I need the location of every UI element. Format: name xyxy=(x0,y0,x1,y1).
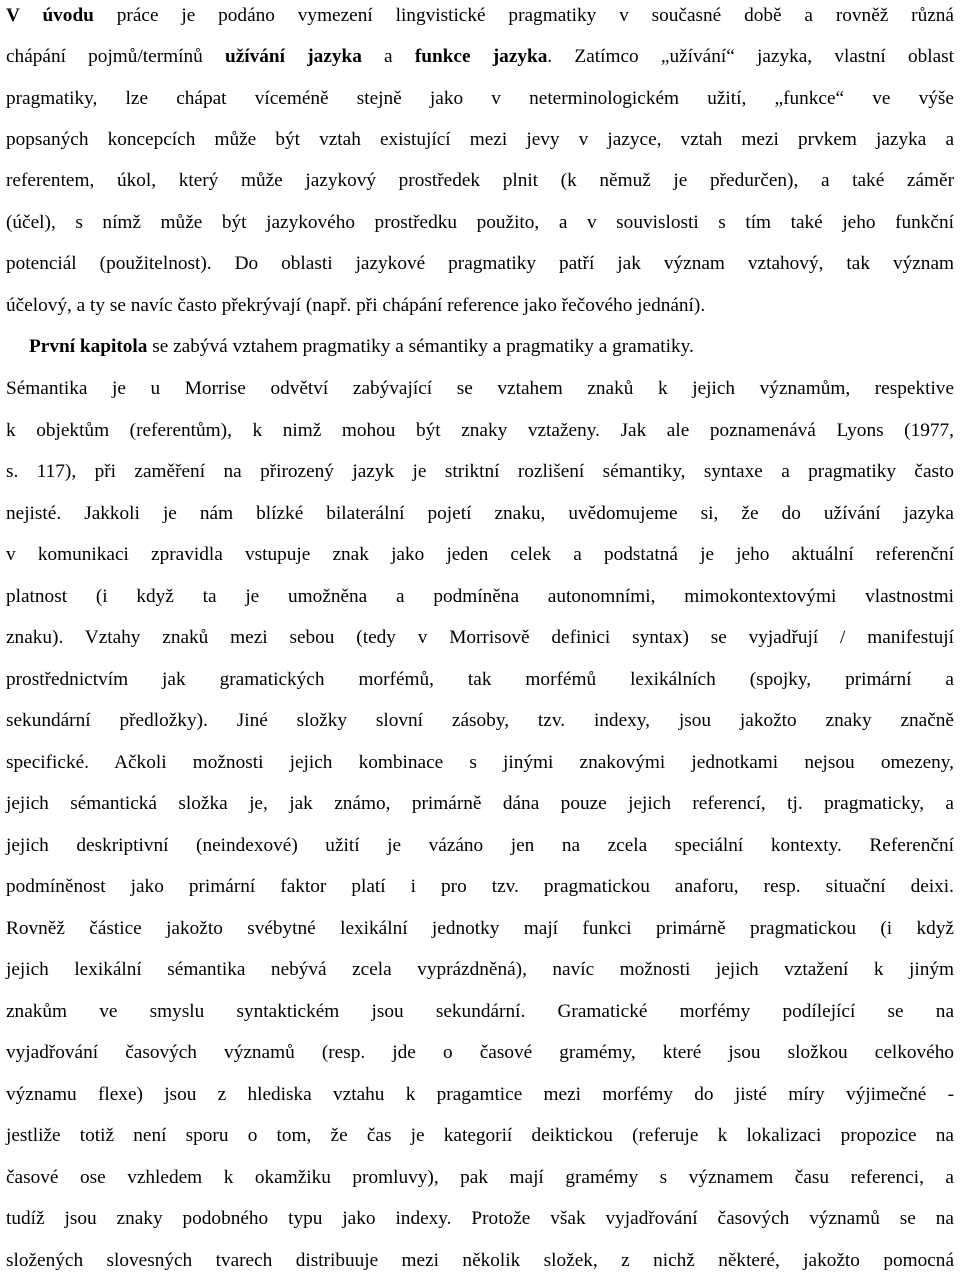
text-line: platnost (i když ta je umožněna a podmíněna autonomními, mimokontextovými vlastnostmi xyxy=(6,586,954,607)
text-line: časové ose vzhledem k okamžiku promluvy), pak mají gramémy s významem času referenci, a xyxy=(6,1167,954,1188)
bold-term: užívání jazyka xyxy=(225,46,362,67)
text-line: popsaných koncepcích může být vztah existující mezi jevy v jazyce, vztah mezi prvkem jazyka a xyxy=(6,129,954,150)
text-line: specifické. Ačkoli možnosti jejich kombinace s jinými znakovými jednotkami nejsou omezeny, xyxy=(6,752,954,773)
text-line: Sémantika je u Morrise odvětví zabývající se vztahem znaků k jejich významům, respektive xyxy=(6,378,954,399)
text-line: referentem, úkol, který může jazykový prostředek plnit (k němuž je předurčen), a také záměr xyxy=(6,170,954,191)
text-line: k objektům (referentům), k nimž mohou být znaky vztaženy. Jak ale poznamenává Lyons (1977, xyxy=(6,420,954,441)
text-line: prostřednictvím jak gramatických morfémů, tak morfémů lexikálních (spojky, primární a xyxy=(6,669,954,690)
text-line: významu flexe) jsou z hlediska vztahu k pragamtice mezi morfémy do jisté míry výjimečné - xyxy=(6,1084,954,1105)
text-line: potenciál (použitelnost). Do oblasti jazykové pragmatiky patří jak význam vztahový, tak význam xyxy=(6,253,954,274)
text-line: jejich lexikální sémantika nebývá zcela vyprázdněná), navíc možnosti jejich vztažení k jiným xyxy=(6,959,954,980)
text-line: znakům ve smyslu syntaktickém jsou sekundární. Gramatické morfémy podílející se na xyxy=(6,1001,954,1022)
text-line: účelový, a ty se navíc často překrývají (např. při chápání reference jako řečového jednání). xyxy=(6,295,706,316)
text-line: První kapitola se zabývá vztahem pragmatiky a sémantiky a pragmatiky a gramatiky. xyxy=(29,336,694,357)
text-line: jejich sémantická složka je, jak známo, primárně dána pouze jejich referencí, tj. pragmaticky, a xyxy=(6,793,954,814)
text-line: pragmatiky, lze chápat víceméně stejně jako v neterminologickém užití, „funkce“ ve výše xyxy=(6,88,954,109)
text-line: (účel), s nímž může být jazykového prostředku použito, a v souvislosti s tím také jeho funkční xyxy=(6,212,954,233)
bold-term: První kapitola xyxy=(29,336,148,357)
text-line: Rovněž částice jakožto svébytné lexikální jednotky mají funkci primárně pragmatickou (i když xyxy=(6,918,954,939)
text-line: znaku). Vztahy znaků mezi sebou (tedy v Morrisově definici syntax) se vyjadřují / manifestují xyxy=(6,627,954,648)
text-line: vyjadřování časových významů (resp. jde o časové gramémy, které jsou složkou celkového xyxy=(6,1042,954,1063)
text-line: nejisté. Jakkoli je nám blízké bilaterální pojetí znaku, uvědomujeme si, že do užívání jazyka xyxy=(6,503,954,524)
text-line: chápání pojmů/termínů užívání jazyka a funkce jazyka. Zatímco „užívání“ jazyka, vlastní oblast xyxy=(6,46,955,67)
text-line: V úvodu práce je podáno vymezení lingvistické pragmatiky v současné době a rovněž různá xyxy=(6,5,954,26)
bold-term: funkce jazyka xyxy=(414,46,548,67)
text-line: s. 117), při zaměření na přirozený jazyk je striktní rozlišení sémantiky, syntaxe a pragmatiky často xyxy=(6,461,954,482)
bold-term: V úvodu xyxy=(6,5,94,26)
text-line: tudíž jsou znaky podobného typu jako indexy. Protože však vyjadřování časových významů se na xyxy=(6,1208,954,1229)
text-line: jejich deskriptivní (neindexové) užití je vázáno jen na zcela speciální kontexty. Referenční xyxy=(6,835,954,856)
text-line: sekundární předložky). Jiné složky slovní zásoby, tzv. indexy, jsou jakožto znaky značně xyxy=(6,710,954,731)
text-line: v komunikaci zpravidla vstupuje znak jako jeden celek a podstatná je jeho aktuální referenční xyxy=(6,544,954,565)
text-line: jestliže totiž není sporu o tom, že čas je kategorií deiktickou (referuje k lokalizaci propozice na xyxy=(6,1125,954,1146)
text-line: složených slovesných tvarech distribuuje mezi několik složek, z nichž některé, jakožto pomocná xyxy=(6,1250,954,1271)
text-line: podmíněnost jako primární faktor platí i pro tzv. pragmatickou anaforu, resp. situační deixi. xyxy=(6,876,954,897)
